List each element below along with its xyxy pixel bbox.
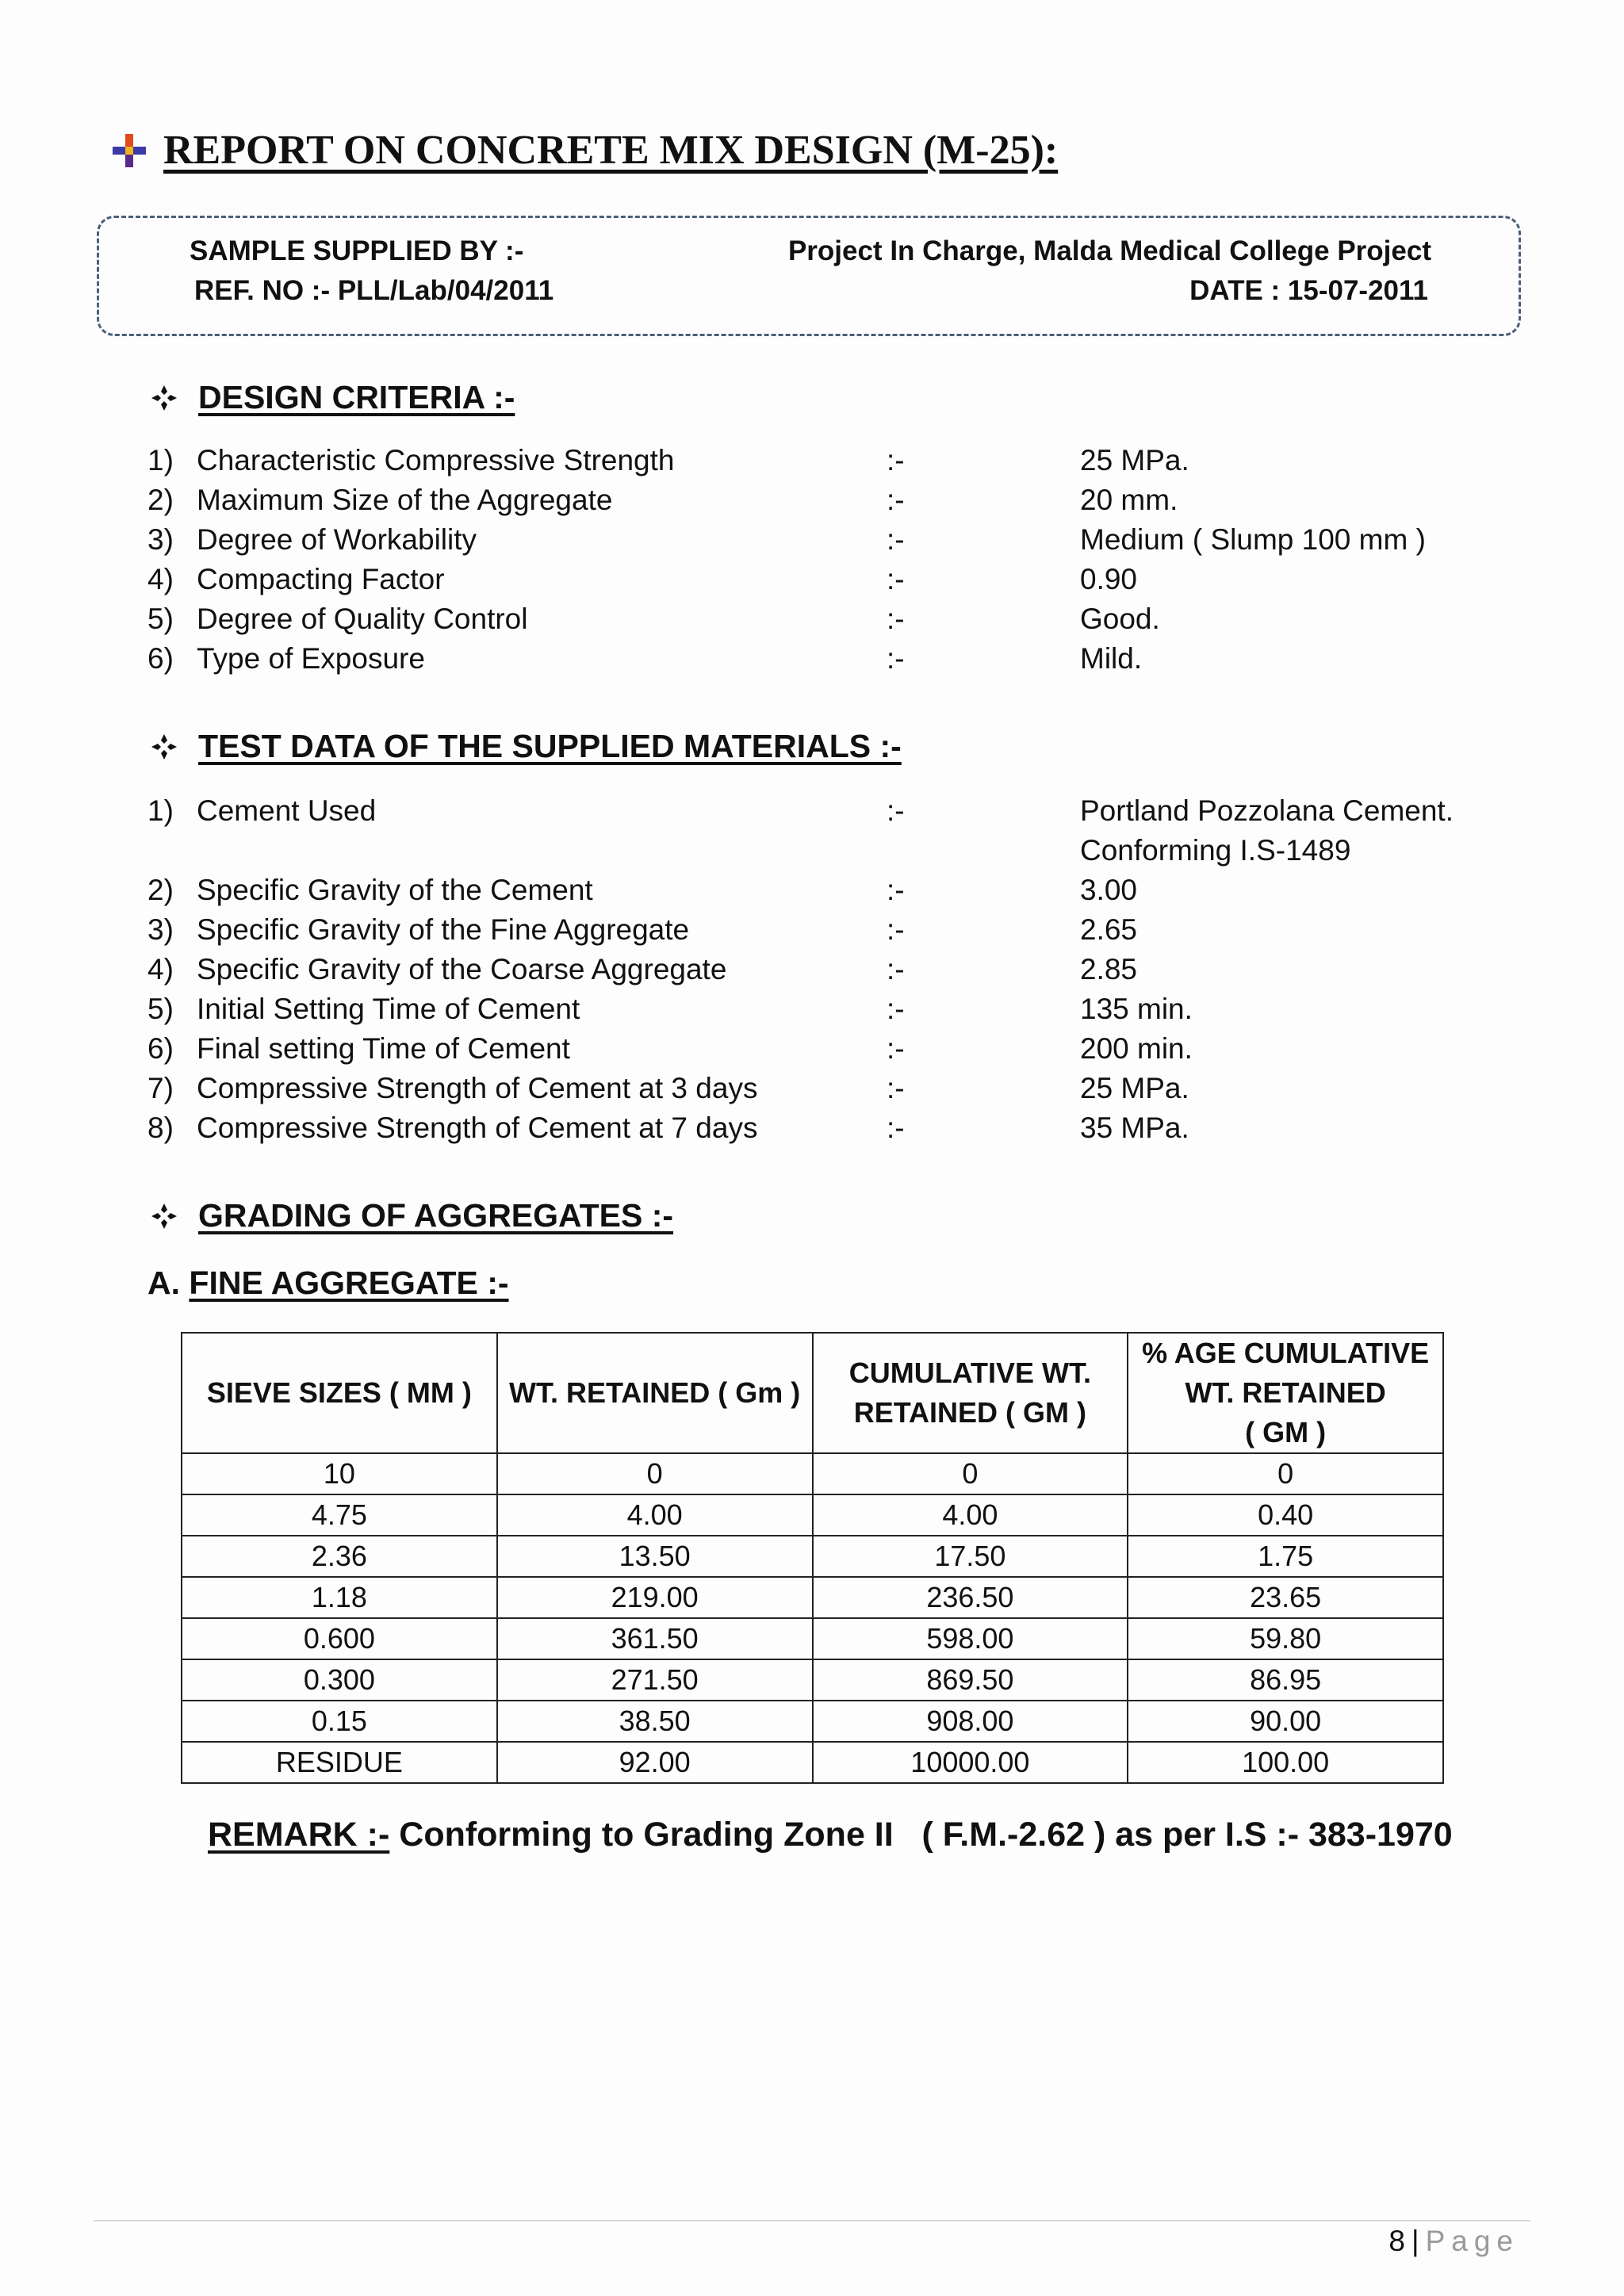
item-value-continuation: Conforming I.S-1489 [1080, 834, 1351, 867]
table-header-row [182, 1333, 1443, 1453]
remark [208, 1816, 1453, 1854]
table-row [182, 1494, 1443, 1536]
table-cell: 0.40 [1128, 1494, 1443, 1536]
item-separator: :- [887, 993, 905, 1025]
item-separator: :- [887, 444, 905, 476]
test-data-heading [151, 728, 902, 765]
report-title: REPORT ON CONCRETE MIX DESIGN (M-25): [163, 128, 1059, 173]
item-value: 2.85 [1080, 953, 1138, 985]
report-title-block [109, 127, 1058, 174]
table-cell: 0 [1128, 1453, 1443, 1494]
report-date: DATE : 15-07-2011 [1189, 275, 1428, 306]
design-criteria-title: DESIGN CRITERIA :- [198, 379, 515, 415]
item-separator: :- [887, 642, 905, 675]
item-label: Initial Setting Time of Cement [197, 993, 580, 1025]
item-number: 5) [147, 603, 174, 635]
item-number: 1) [147, 444, 174, 476]
column-header-wt-retained [497, 1333, 813, 1453]
table-cell: 59.80 [1128, 1618, 1443, 1659]
diamond-bullet-icon [151, 1203, 178, 1230]
table-cell: 2.36 [182, 1536, 497, 1577]
item-number: 4) [147, 953, 174, 985]
item-label: Final setting Time of Cement [197, 1032, 570, 1065]
diamond-bullet-icon [151, 733, 178, 760]
item-separator: :- [887, 794, 905, 827]
table-cell: 38.50 [497, 1701, 813, 1742]
item-number: 5) [147, 993, 174, 1025]
fine-aggregate-heading [147, 1265, 509, 1302]
table-cell: 4.00 [497, 1494, 813, 1536]
item-separator: :- [887, 1032, 905, 1065]
item-label: Compressive Strength of Cement at 3 days [197, 1072, 758, 1104]
item-number: 7) [147, 1072, 174, 1104]
item-number: 4) [147, 563, 174, 595]
item-number: 3) [147, 913, 174, 946]
item-number: 3) [147, 523, 174, 556]
item-value: 200 min. [1080, 1032, 1193, 1065]
item-value: Medium ( Slump 100 mm ) [1080, 523, 1426, 556]
item-separator: :- [887, 484, 905, 516]
item-value: 0.90 [1080, 563, 1138, 595]
table-cell: 598.00 [813, 1618, 1128, 1659]
item-label: Specific Gravity of the Coarse Aggregate [197, 953, 727, 985]
item-separator: :- [887, 874, 905, 906]
table-row [182, 1577, 1443, 1618]
column-header-sieve-size [182, 1333, 497, 1453]
header-line: RETAINED ( GM ) [853, 1396, 1087, 1429]
item-value: 135 min. [1080, 993, 1193, 1025]
header-line: WT. RETAINED [1185, 1376, 1386, 1409]
item-separator: :- [887, 1112, 905, 1144]
header-line: SIEVE SIZES ( MM ) [206, 1376, 472, 1409]
table-cell: 4.75 [182, 1494, 497, 1536]
design-criteria-heading [151, 379, 515, 416]
table-cell: 17.50 [813, 1536, 1128, 1577]
item-value: Mild. [1080, 642, 1143, 675]
table-cell: 10000.00 [813, 1742, 1128, 1783]
item-separator: :- [887, 913, 905, 946]
table-cell: 0.15 [182, 1701, 497, 1742]
item-value: 35 MPa. [1080, 1112, 1189, 1144]
item-number: 6) [147, 1032, 174, 1065]
table-cell: 13.50 [497, 1536, 813, 1577]
table-row [182, 1742, 1443, 1783]
table-cell: 0.300 [182, 1659, 497, 1701]
item-separator: :- [887, 523, 905, 556]
grading-heading [151, 1197, 673, 1234]
table-row [182, 1659, 1443, 1701]
subsection-letter: A. [147, 1265, 180, 1301]
table-row [182, 1453, 1443, 1494]
table-cell: 23.65 [1128, 1577, 1443, 1618]
header-line: ( GM ) [1245, 1416, 1327, 1448]
header-line: WT. RETAINED ( Gm ) [508, 1376, 801, 1409]
reference-number: REF. NO :- PLL/Lab/04/2011 [194, 275, 554, 306]
item-number: 2) [147, 874, 174, 906]
footer-separator: | [1411, 2225, 1419, 2257]
table-cell: RESIDUE [182, 1742, 497, 1783]
fine-aggregate-title: FINE AGGREGATE :- [189, 1265, 509, 1301]
grading-title: GRADING OF AGGREGATES :- [198, 1197, 674, 1234]
item-number: 6) [147, 642, 174, 675]
item-value: Good. [1080, 603, 1160, 635]
table-cell: 271.50 [497, 1659, 813, 1701]
page-number: 8 [1388, 2225, 1405, 2257]
table-cell: 361.50 [497, 1618, 813, 1659]
table-cell: 4.00 [813, 1494, 1128, 1536]
table-cell: 10 [182, 1453, 497, 1494]
page-word: Page [1425, 2225, 1519, 2257]
fine-aggregate-table [181, 1332, 1444, 1784]
sample-supplied-label: SAMPLE SUPPLIED BY :- [190, 235, 524, 266]
page-footer [1388, 2225, 1519, 2258]
footer-divider [94, 2220, 1530, 2221]
table-cell: 86.95 [1128, 1659, 1443, 1701]
table-row [182, 1618, 1443, 1659]
item-label: Degree of Workability [197, 523, 477, 556]
table-cell: 908.00 [813, 1701, 1128, 1742]
column-header-cumulative-wt [813, 1333, 1128, 1453]
table-cell: 219.00 [497, 1577, 813, 1618]
sample-info-box [97, 216, 1521, 336]
item-label: Compressive Strength of Cement at 7 days [197, 1112, 758, 1144]
item-label: Cement Used [197, 794, 377, 827]
item-label: Maximum Size of the Aggregate [197, 484, 613, 516]
item-value: 25 MPa. [1080, 444, 1189, 476]
plus-bullet-icon [109, 131, 149, 170]
table-cell: 1.18 [182, 1577, 497, 1618]
diamond-bullet-icon [151, 385, 178, 411]
item-value: 3.00 [1080, 874, 1138, 906]
remark-text: Conforming to Grading Zone II ( F.M.-2.62 ) as per I.S :- 383-1970 [389, 1816, 1453, 1854]
table-cell: 0 [497, 1453, 813, 1494]
item-label: Specific Gravity of the Cement [197, 874, 593, 906]
table-cell: 0.600 [182, 1618, 497, 1659]
item-value: 2.65 [1080, 913, 1138, 946]
item-label: Specific Gravity of the Fine Aggregate [197, 913, 690, 946]
item-number: 8) [147, 1112, 174, 1144]
table-cell: 100.00 [1128, 1742, 1443, 1783]
table-row [182, 1701, 1443, 1742]
item-label: Degree of Quality Control [197, 603, 528, 635]
table-cell: 92.00 [497, 1742, 813, 1783]
column-header-percent-cumulative [1128, 1333, 1443, 1453]
table-cell: 236.50 [813, 1577, 1128, 1618]
remark-label: REMARK :- [208, 1816, 390, 1854]
table-cell: 869.50 [813, 1659, 1128, 1701]
item-label: Characteristic Compressive Strength [197, 444, 675, 476]
item-value: 20 mm. [1080, 484, 1178, 516]
table-cell: 1.75 [1128, 1536, 1443, 1577]
sample-supplied-value: Project In Charge, Malda Medical College Project [787, 235, 1431, 266]
table-cell: 0 [813, 1453, 1128, 1494]
header-line: % AGE CUMULATIVE [1142, 1337, 1430, 1369]
item-separator: :- [887, 953, 905, 985]
item-separator: :- [887, 563, 905, 595]
table-cell: 90.00 [1128, 1701, 1443, 1742]
item-label: Type of Exposure [197, 642, 425, 675]
item-number: 1) [147, 794, 174, 827]
table-row [182, 1536, 1443, 1577]
item-label: Compacting Factor [197, 563, 445, 595]
item-value: 25 MPa. [1080, 1072, 1189, 1104]
item-value: Portland Pozzolana Cement. [1080, 794, 1454, 827]
test-data-title: TEST DATA OF THE SUPPLIED MATERIALS :- [198, 728, 902, 764]
item-separator: :- [887, 603, 905, 635]
item-separator: :- [887, 1072, 905, 1104]
item-number: 2) [147, 484, 174, 516]
header-line: CUMULATIVE WT. [848, 1357, 1092, 1389]
